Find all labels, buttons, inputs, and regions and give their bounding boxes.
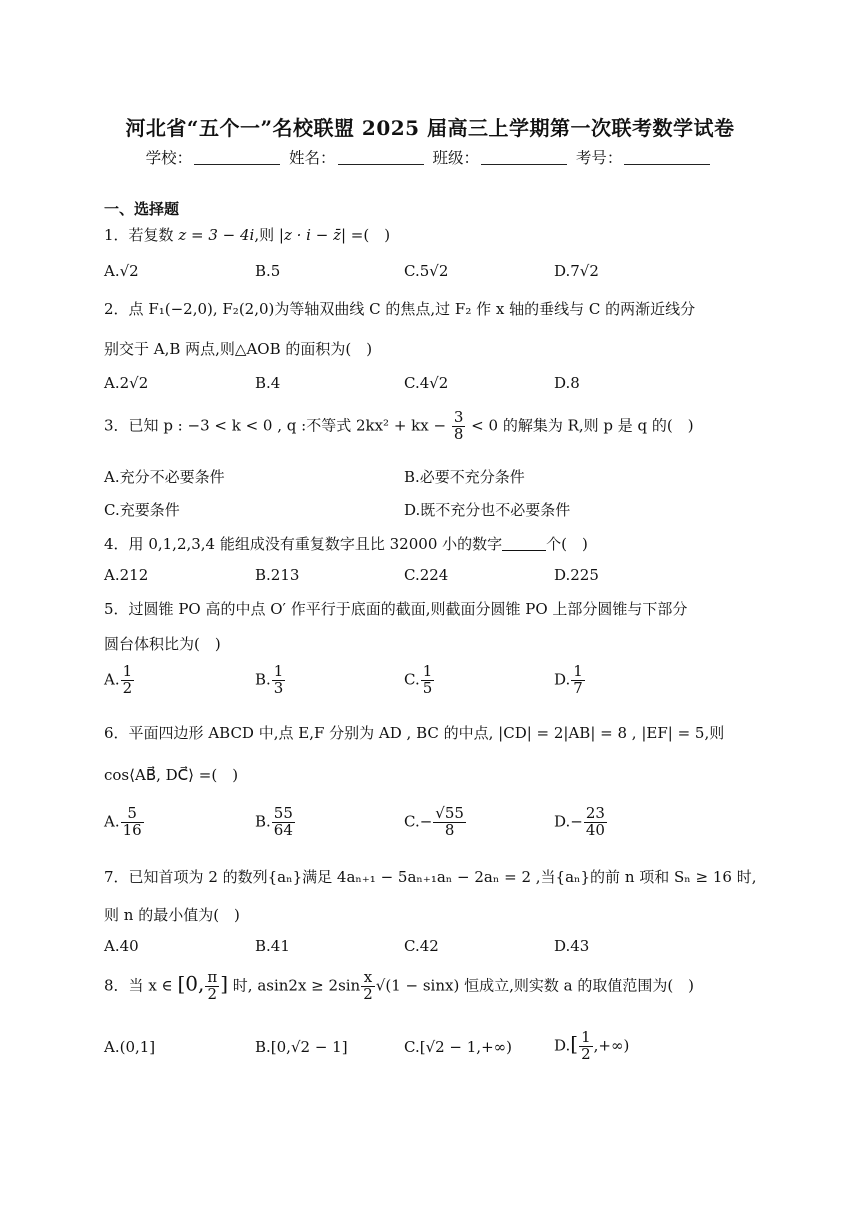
q2-option-b[interactable]: B.4 [255,374,281,392]
q5-option-c[interactable]: C. $\frac{1}{5}$ [404,662,433,697]
q4-option-b[interactable]: B.213 [255,566,300,584]
q7-option-b[interactable]: B.41 [255,937,290,955]
question-5-line-1: 5．过圆锥 PO 高的中点 O′ 作平行于底面的截面,则截面分圆锥 PO 上部分圆锥与下部分 [104,600,688,618]
question-8: 8．当 x ∈ [0, $\frac{\pi}{2}$ ] 时, asin2x ≥ 2sin $\frac{x}{2}$ √(1 − sinx) 恒成立,则实数 a 的取值范围为( ) [104,968,695,1003]
q7-option-d[interactable]: D.43 [554,937,590,955]
question-7-line-2: 则 n 的最小值为( ) [104,906,240,924]
id-label: 考号： [575,149,623,167]
q6-option-a[interactable]: A. $\frac{5}{16}$ [104,804,142,839]
q2-option-a[interactable]: A.2√2 [104,374,149,392]
q1-option-c[interactable]: C.5√2 [404,262,449,280]
question-4: 4．用 0,1,2,3,4 能组成没有重复数字且比 32000 小的数字 个( ) [104,535,588,553]
q5-option-a[interactable]: A. $\frac{1}{2}$ [104,662,133,697]
student-info-row [0,146,860,168]
school-label: 学校： [145,149,193,167]
q3-option-a[interactable]: A.充分不必要条件 [104,468,225,486]
q4-option-d[interactable]: D.225 [554,566,599,584]
class-blank[interactable] [481,150,567,165]
q1-option-d[interactable]: D.7√2 [554,262,599,280]
question-1: 1．若复数 z = 3 − 4i,则 |z · i − z̄| =( ) [104,226,391,244]
q7-option-a[interactable]: A.40 [104,937,139,955]
q6-option-b[interactable]: B. $\frac{55}{64}$ [255,804,293,839]
q8-option-c[interactable]: C.[√2 − 1,+∞) [404,1038,512,1056]
q3-option-c[interactable]: C.充要条件 [104,501,180,519]
question-6-line-2: cos⟨AB⃗, DC⃗⟩ =( ) [104,766,239,784]
q5-option-b[interactable]: B. $\frac{1}{3}$ [255,662,284,697]
q2-option-c[interactable]: C.4√2 [404,374,449,392]
section-title: 一、选择题 [104,200,180,218]
q4-option-c[interactable]: C.224 [404,566,449,584]
q5-option-d[interactable]: D. $\frac{1}{7}$ [554,662,583,697]
q6-option-c[interactable]: C.− $\frac{√55}{8}$ [404,804,464,839]
q8-option-b[interactable]: B.[0,√2 − 1] [255,1038,348,1056]
question-2-line-1: 2．点 F₁(−2,0), F₂(2,0)为等轴双曲线 C 的焦点,过 F₂ 作 x 轴的垂线与 C 的两渐近线分 [104,300,696,318]
name-label: 姓名： [289,149,336,167]
q3-fraction: $\frac{3}{8}$ [453,408,464,443]
q3-option-b[interactable]: B.必要不充分条件 [404,468,525,486]
q4-answer-blank[interactable] [502,538,546,551]
question-3: 3．已知 p : −3 < k < 0 , q :不等式 2kx² + kx − $\frac{3}{8}$ < 0 的解集为 R,则 p 是 q 的( ) [104,408,694,443]
question-7-line-1: 7．已知首项为 2 的数列{aₙ}满足 4aₙ₊₁ − 5aₙ₊₁aₙ − 2aₙ = 2 ,当{aₙ}的前 n 项和 Sₙ ≥ 16 时, [104,868,757,886]
question-5-line-2: 圆台体积比为( ) [104,635,221,653]
class-label: 班级： [432,149,479,167]
exam-title: 河北省“五个一”名校联盟 2025 届高三上学期第一次联考数学试卷 [125,116,735,140]
id-blank[interactable] [624,150,710,165]
q4-option-a[interactable]: A.212 [104,566,149,584]
q8-option-a[interactable]: A.(0,1] [104,1038,156,1056]
question-2-line-2: 别交于 A,B 两点,则△AOB 的面积为( ) [104,340,373,358]
name-blank[interactable] [338,150,424,165]
q2-option-d[interactable]: D.8 [554,374,580,392]
question-6-line-1: 6．平面四边形 ABCD 中,点 E,F 分别为 AD , BC 的中点, |CD| = 2|AB| = 8 , |EF| = 5,则 [104,724,725,742]
q8-option-d[interactable]: D.[ $\frac{1}{2}$ ,+∞) [554,1028,630,1063]
school-blank[interactable] [194,150,280,165]
q6-option-d[interactable]: D.− $\frac{23}{40}$ [554,804,605,839]
q1-option-b[interactable]: B.5 [255,262,281,280]
q7-option-c[interactable]: C.42 [404,937,439,955]
q3-option-d[interactable]: D.既不充分也不必要条件 [404,501,571,519]
q1-option-a[interactable]: A.√2 [104,262,139,280]
